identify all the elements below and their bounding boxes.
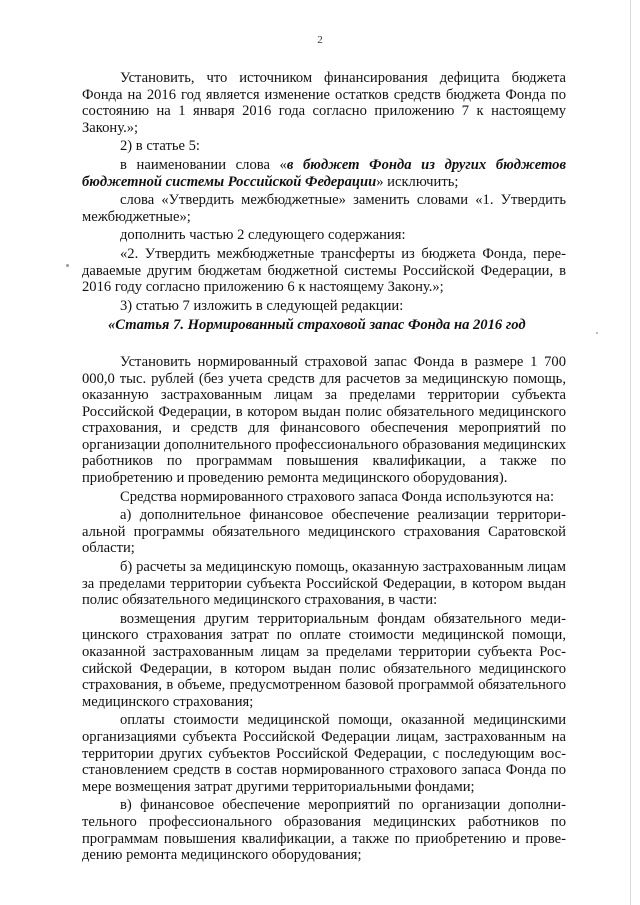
page-number: 2 xyxy=(317,34,323,46)
paragraph-with-emphasis xyxy=(82,157,566,190)
article-paragraph: оплаты стоимости медицинской помощи, оказанной медицинскими организациями субъекта Российской Федерации лицам, застрахованным на территории других субъектов Российской Федерации, с последующим восстановлением средств в состав нормированного страхового запаса Фонда по мере возмещения затрат другими территориальными фондами; xyxy=(82,712,566,795)
article-heading: «Статья 7. Нормированный страховой запас Фонда на 2016 год xyxy=(108,317,526,334)
emphasized-text: в бюджет Фонда из других бюджетов бюджетной системы Российской Федерации xyxy=(82,156,566,190)
paragraph: дополнить частью 2 следующего содержания: xyxy=(120,227,406,244)
article-paragraph: Средства нормированного страхового запаса Фонда используются на: xyxy=(120,488,555,505)
article-paragraph: Установить нормированный страховой запас Фонда в размере 1 700 000,0 тыс. рублей (без учета средств для расчетов за медицинскую помощь, оказанную застрахованным лицам за пределами территории субъекта Российской Федерации, в котором выдан полис обязательного медицинского страхования, и средств для финансового обеспечения мероприятий по организации дополнительного профессионального образования медицинских работников по программам повышения квалификации, а также по приобретению и проведению ремонта медицинского оборудования). xyxy=(82,353,566,487)
article-paragraph: возмещения другим территориальным фондам обязательного медицинского страхования затрат по оплате стоимости медицинской помощи, оказанной застрахованным лицам за пределами территории субъекта Российской Федерации, в котором выдан полис обязательного медицинского страхования, в объеме, предусмотренном базовой программой обязательного медицинского страхования; xyxy=(82,610,566,710)
paragraph: 2) в статье 5: xyxy=(120,138,200,155)
article-paragraph: в) финансовое обеспечение мероприятий по организации дополнительного профессионального образования медицинских работников по программам повышения квалификации, а также по приобретению и проведению ремонта медицинского оборудования; xyxy=(82,797,566,864)
paragraph: 3) статью 7 изложить в следующей редакции: xyxy=(120,297,404,314)
article-paragraph: б) расчеты за медицинскую помощь, оказанную застрахованным лицам за пределами территории субъекта Российской Федерации, в котором выдан полис обязательного медицинского страхования, в части: xyxy=(82,559,566,609)
article-paragraph: а) дополнительное финансовое обеспечение реализации территориальной программы обязательного медицинского страхования Саратовской области; xyxy=(82,507,566,557)
paragraph: Установить, что источником финансирования дефицита бюджета Фонда на 2016 год является изменение остатков средств бюджета Фонда по состоянию на 1 января 2016 года согласно приложению 7 к настоящему Закону.»; xyxy=(82,70,566,136)
scan-speck xyxy=(66,264,69,267)
text: в наименовании слова « xyxy=(120,156,287,173)
paragraph: слова «Утвердить межбюджетные» заменить словами «1. Утвердить межбюджетные»; xyxy=(82,192,566,225)
spacer xyxy=(82,334,566,354)
document-body xyxy=(82,70,566,866)
text: » исключить; xyxy=(376,173,459,190)
page-edge-shadow xyxy=(630,0,631,905)
paragraph: «2. Утвердить межбюджетные трансферты из бюджета Фонда, передаваемые другим бюджетам бюджетной системы Российской Федерации, в 2016 году согласно приложению 6 к настоящему Закону.»; xyxy=(82,245,566,296)
scan-speck xyxy=(596,332,598,334)
